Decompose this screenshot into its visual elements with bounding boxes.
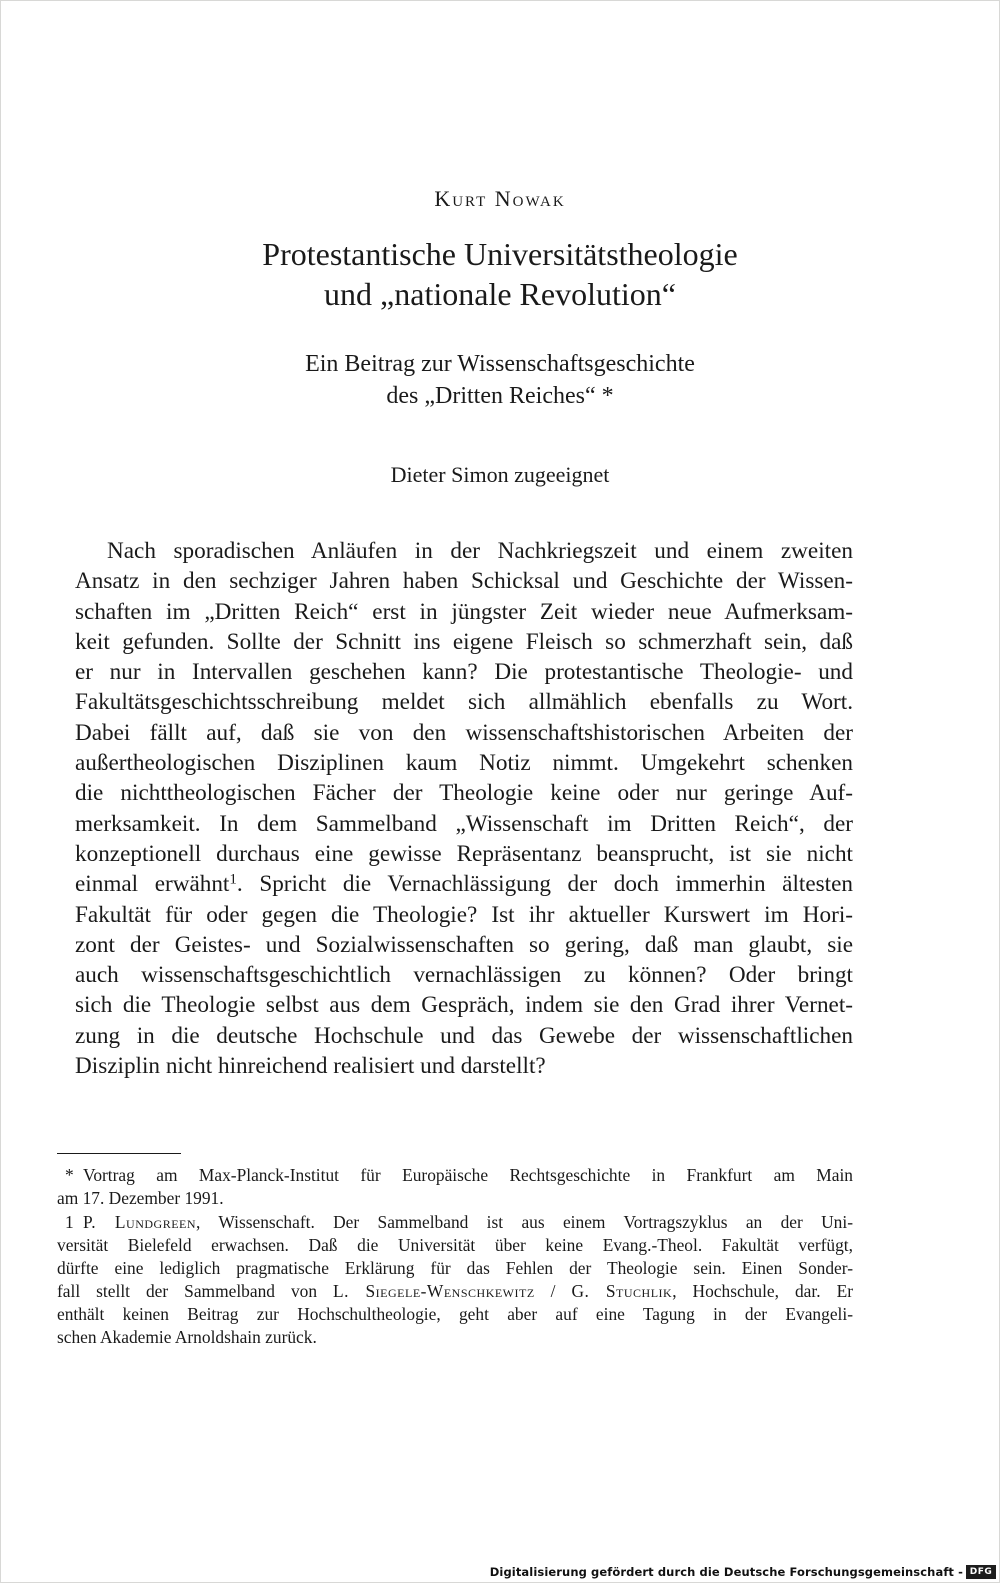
dedication: Dieter Simon zugeeignet	[390, 462, 610, 487]
digitization-credit-bar	[484, 1561, 1000, 1583]
body-line: Dabei fällt auf, daß sie von den wissenschaftshistorischen Arbeiten der	[75, 719, 853, 746]
footnote-line: dürfte eine lediglich pragmatische Erklärung für das Fehlen der Theologie sein. Einen Sonder-	[57, 1258, 853, 1278]
cited-author: G. Stuchlik	[571, 1281, 673, 1301]
body-line: Nach sporadischen Anläufen in der Nachkriegszeit und einem zweiten	[107, 538, 853, 564]
footnote-reference: 1	[229, 871, 237, 888]
footnote-text: , Wissenschaft. Der Sammelband ist aus einem Vortragszyklus an der Uni-	[196, 1212, 853, 1232]
cited-author: L. Siegele-Wenschkewitz	[333, 1281, 535, 1301]
body-line: Fakultätsgeschichtsschreibung meldet sich allmählich ebenfalls zu Wort.	[75, 689, 853, 716]
footnote-line	[57, 1211, 853, 1234]
footnote-text: fall stellt der Sammelband von	[57, 1281, 334, 1301]
footnote-text: /	[534, 1281, 572, 1301]
footnote-text: , Hochschule, dar. Er	[672, 1281, 853, 1301]
article-title	[0, 234, 1000, 314]
body-line: sich die Theologie selbst aus dem Gespräch, indem sie den Grad ihrer Vernet-	[75, 992, 853, 1019]
body-line: er nur in Intervallen geschehen kann? Die protestantische Theologie- und	[75, 659, 853, 686]
body-line: zung in die deutsche Hochschule und das Gewebe der wissenschaftlichen	[75, 1022, 853, 1049]
body-line: merksamkeit. In dem Sammelband „Wissenschaft im Dritten Reich“, der	[75, 810, 853, 837]
body-line: konzeptionell durchaus eine gewisse Repräsentanz beansprucht, ist sie nicht	[75, 840, 853, 867]
footnotes	[57, 1164, 853, 1349]
body-line-with-note	[75, 869, 853, 899]
body-line: außertheologischen Disziplinen kaum Notiz nimmt. Umgekehrt schenken	[75, 750, 853, 777]
footnote-text: Vortrag am Max-Planck-Institut für Europäische Rechtsgeschichte in Frankfurt am Main	[83, 1165, 853, 1185]
footnote-line	[57, 1280, 853, 1303]
body-line-start: einmal erwähnt	[75, 871, 230, 898]
body-line: Ansatz in den sechziger Jahren haben Schicksal und Geschichte der Wissen-	[75, 568, 853, 595]
footnote-1	[57, 1211, 853, 1349]
footnote-line: am 17. Dezember 1991.	[57, 1188, 224, 1208]
subtitle-line: des „Dritten Reiches“ *	[386, 383, 614, 409]
footnote-line: schen Akademie Arnoldshain zurück.	[57, 1327, 317, 1347]
footnote-star	[57, 1164, 853, 1210]
dfg-logo: DFG	[966, 1565, 996, 1579]
body-line: Fakultät für oder gegen die Theologie? Ist ihr aktueller Kurswert im Hori-	[75, 901, 853, 928]
cited-author: P. Lundgreen	[83, 1212, 197, 1232]
footnote-divider	[57, 1153, 181, 1154]
body-line: schaften im „Dritten Reich“ erst in jüngster Zeit wieder neue Aufmerksam-	[75, 598, 853, 625]
body-paragraph	[75, 536, 853, 1081]
footnote-line: versität Bielefeld erwachsen. Daß die Universität über keine Evang.-Theol. Fakultät verfügt,	[57, 1235, 853, 1255]
article-author: Kurt Nowak	[434, 186, 566, 211]
body-line: die nichttheologischen Fächer der Theologie keine oder nur geringe Auf-	[75, 780, 853, 807]
body-line: zont der Geistes- und Sozialwissenschaften so gering, daß man glaubt, sie	[75, 931, 853, 958]
title-line: Protestantische Universitätstheologie	[262, 236, 738, 272]
article-subtitle	[0, 348, 1000, 412]
body-line: Disziplin nicht hinreichend realisiert und darstellt?	[75, 1053, 546, 1080]
body-line: keit gefunden. Sollte der Schnitt ins eigene Fleisch so schmerzhaft sein, daß	[75, 628, 853, 655]
subtitle-line: Ein Beitrag zur Wissenschaftsgeschichte	[305, 351, 695, 377]
digitization-credit: Digitalisierung gefördert durch die Deutsche Forschungsgemeinschaft -	[489, 1565, 963, 1579]
title-line: und „nationale Revolution“	[324, 276, 676, 312]
footnote-line	[57, 1164, 853, 1187]
body-line-end: . Spricht die Vernachlässigung der doch immerhin ältesten	[236, 871, 853, 898]
footnote-line: enthält keinen Beitrag zur Hochschultheologie, geht aber auf eine Tagung in der Evangeli-	[57, 1304, 853, 1324]
footnote-marker: *	[65, 1165, 74, 1185]
footnote-marker: 1	[65, 1212, 74, 1232]
body-line: auch wissenschaftsgeschichtlich vernachlässigen zu können? Oder bringt	[75, 962, 853, 989]
